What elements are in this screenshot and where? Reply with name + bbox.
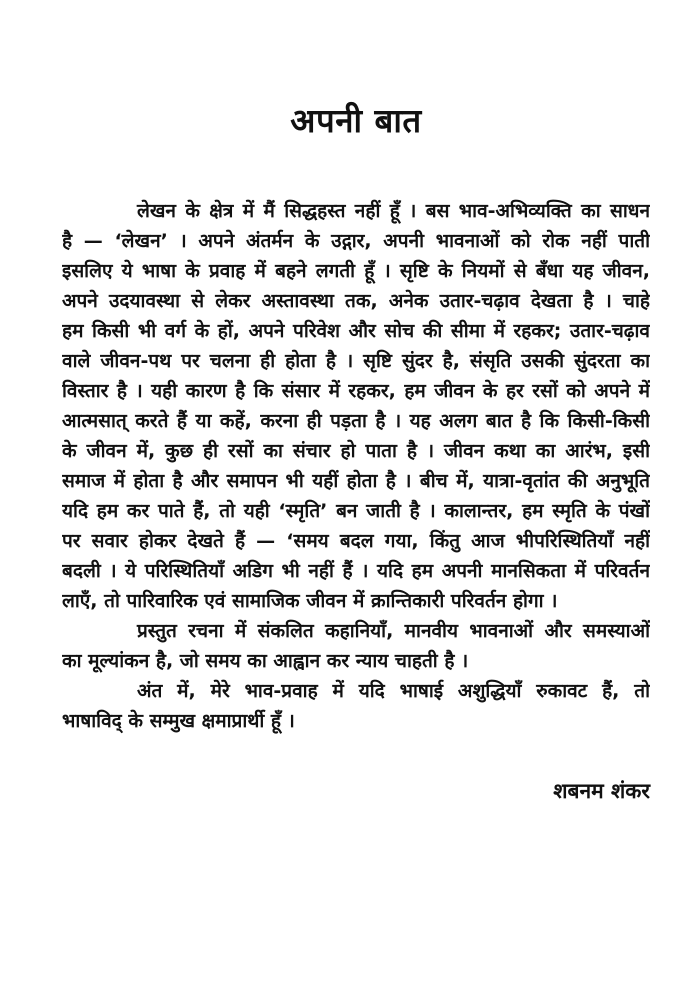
- body-line: हम किसी भी वर्ग के हों, अपने परिवेश और सोच की सीमा में रहकर; उतार-चढ़ाव: [62, 320, 650, 342]
- author-signature: शबनम शंकर: [553, 779, 650, 803]
- body-line: भाषाविद् के सम्मुख क्षमाप्रार्थी हूँ ।: [62, 710, 295, 732]
- paragraph-3: [62, 676, 650, 736]
- body-line: वाले जीवन-पथ पर चलना ही होता है । सृष्टि सुंदर है, संसृति उसकी सुंदरता का: [62, 350, 650, 372]
- body-line: के जीवन में, कुछ ही रसों का संचार हो पाता है । जीवन कथा का आरंभ, इसी: [62, 440, 650, 462]
- preface-body: [62, 196, 650, 736]
- body-line: बदली । ये परिस्थितियाँ अडिग भी नहीं हैं । यदि हम अपनी मानसिकता में परिवर्तन: [62, 560, 650, 582]
- body-line: लाएँ, तो पारिवारिक एवं सामाजिक जीवन में क्रान्तिकारी परिवर्तन होगा ।: [62, 590, 558, 612]
- body-line: अंत में, मेरे भाव-प्रवाह में यदि भाषाई अशुद्धियाँ रुकावट हैं, तो: [137, 680, 650, 702]
- body-line: आत्मसात् करते हैं या कहें, करना ही पड़ता है । यह अलग बात है कि किसी-किसी: [62, 410, 650, 432]
- body-line: पर सवार होकर देखते हैं — ‘समय बदल गया, किंतु आज भीपरिस्थितियाँ नहीं: [62, 530, 650, 552]
- body-line: का मूल्यांकन है, जो समय का आह्वान कर न्याय चाहती है ।: [62, 650, 469, 672]
- paragraph-2: [62, 616, 650, 676]
- body-line: अपने उदयावस्था से लेकर अस्तावस्था तक, अनेक उतार-चढ़ाव देखता है । चाहे: [62, 290, 650, 312]
- body-line: समाज में होता है और समापन भी यहीं होता है । बीच में, यात्रा-वृतांत की अनुभूति: [62, 470, 650, 492]
- body-line: इसलिए ये भाषा के प्रवाह में बहने लगती हूँ । सृष्टि के नियमों से बँधा यह जीवन,: [62, 260, 650, 282]
- body-line: लेखन के क्षेत्र में मैं सिद्धहस्त नहीं हूँ । बस भाव-अभिव्यक्ति का साधन: [137, 200, 650, 222]
- body-line: है — ‘लेखन’ । अपने अंतर्मन के उद्गार, अपनी भावनाओं को रोक नहीं पाती: [62, 230, 650, 252]
- body-line: प्रस्तुत रचना में संकलित कहानियाँ, मानवीय भावनाओं और समस्याओं: [137, 620, 650, 642]
- page-title: अपनी बात: [290, 101, 422, 140]
- body-line: यदि हम कर पाते हैं, तो यही ‘स्मृति’ बन जाती है । कालान्तर, हम स्मृति के पंखों: [62, 500, 650, 522]
- paragraph-1: [62, 196, 650, 616]
- body-line: विस्तार है । यही कारण है कि संसार में रहकर, हम जीवन के हर रसों को अपने में: [62, 380, 650, 402]
